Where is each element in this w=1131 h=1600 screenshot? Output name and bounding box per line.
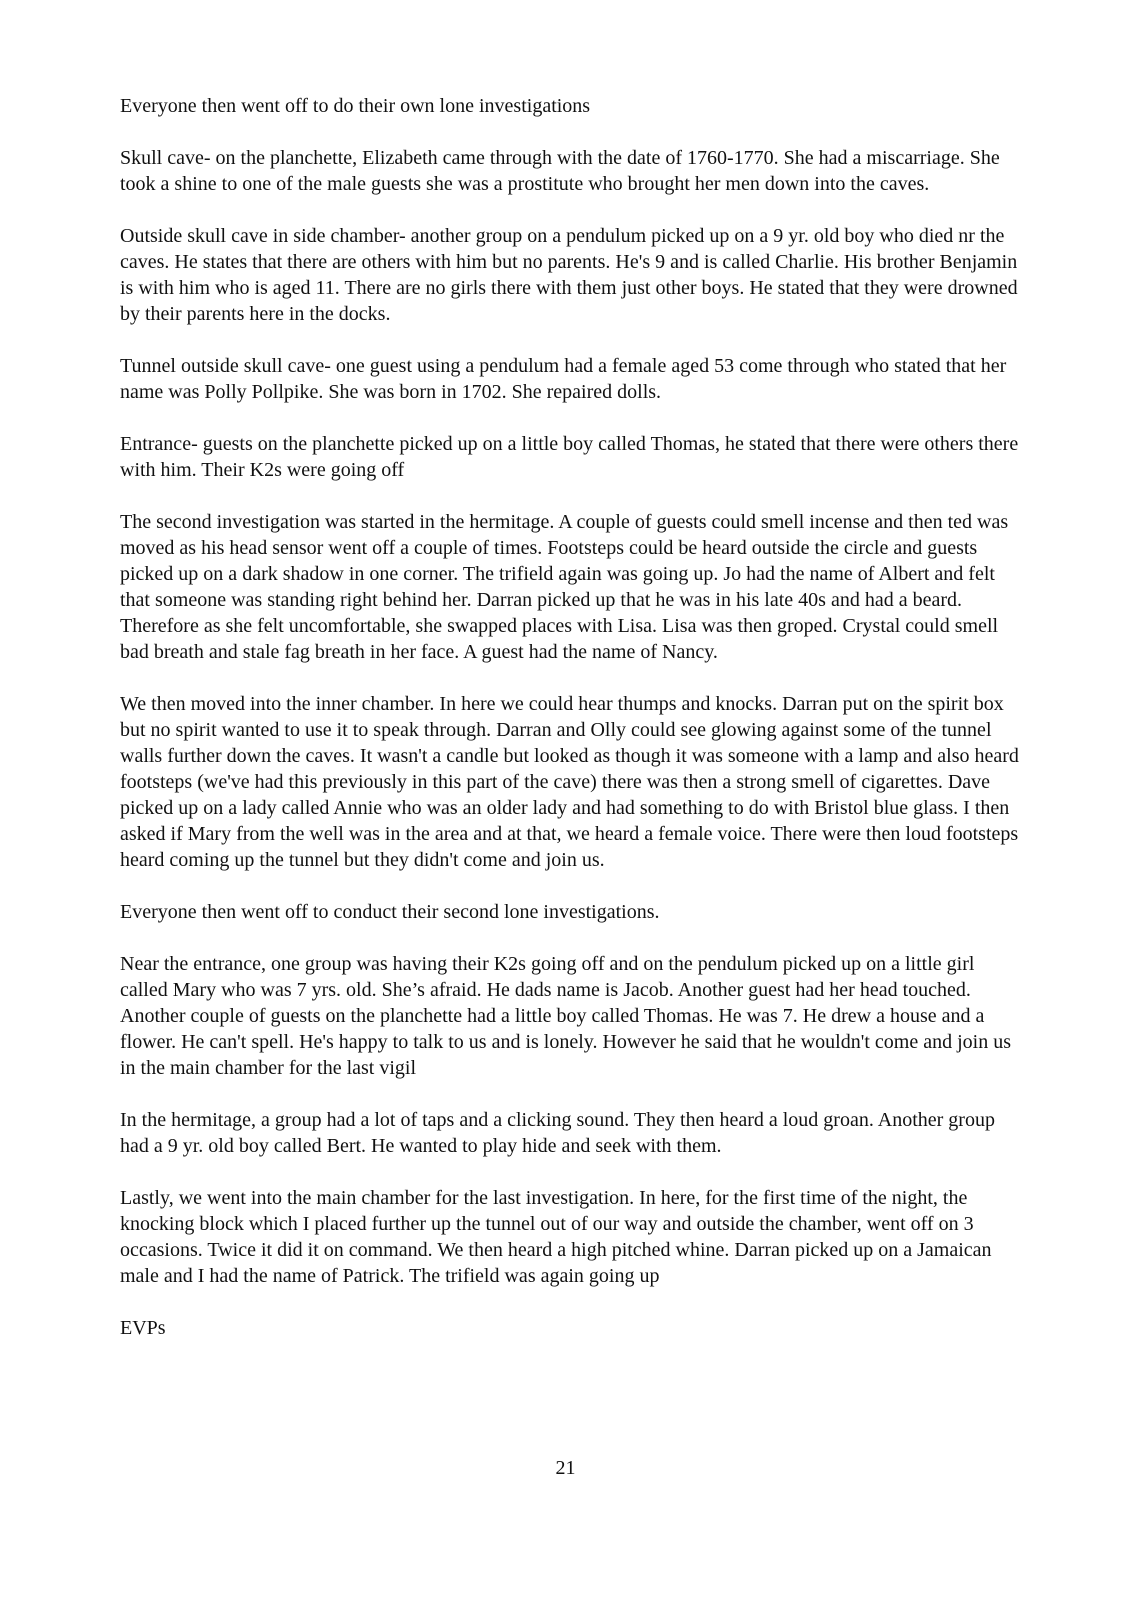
paragraph-second-lone-investigations: Everyone then went off to conduct their second lone investigations. [120,901,660,923]
paragraph-entrance: Entrance- guests on the planchette picked up on a little boy called Thomas, he stated that there were others there with him. Their K2s were going off [120,433,1019,481]
paragraph-inner-chamber: We then moved into the inner chamber. In here we could hear thumps and knocks. Darran put on the spirit box but no spirit wanted to use it to speak through. Darran and Olly could see glowing against some of the tunnel walls further down the caves. It wasn't a candle but looked as though it was someone with a lamp and also heard footsteps (we've had this previously in this part of the cave) there was then a strong smell of cigarettes. Dave picked up on a lady called Annie who was an older lady and had something to do with Bristol blue glass. I then asked if Mary from the well was in the area and at that, we heard a female voice. There were then loud footsteps heard coming up the tunnel but they didn't come and join us. [120,693,1019,871]
paragraph-main-chamber-last-investigation: Lastly, we went into the main chamber for the last investigation. In here, for the first time of the night, the knocking block which I placed further up the tunnel out of our way and outside the chamber, went off on 3 occasions. Twice it did it on command. We then heard a high pitched whine. Darran picked up on a Jamaican male and I had the name of Patrick. The trifield was again going up [120,1187,992,1287]
paragraph-skull-cave: Skull cave- on the planchette, Elizabeth came through with the date of 1760-1770. She had a miscarriage. She took a shine to one of the male guests she was a prostitute who brought her men down into the caves. [120,147,1000,195]
paragraph-lone-investigations: Everyone then went off to do their own lone investigations [120,95,591,117]
document-body [120,93,1020,1367]
paragraph-outside-skull-cave: Outside skull cave in side chamber- another group on a pendulum picked up on a 9 yr. old boy who died nr the caves. He states that there are others with him but no parents. He's 9 and is called Charlie. His brother Benjamin is with him who is aged 11. There are no girls there with them just other boys. He stated that they were drowned by their parents here in the docks. [120,225,1018,325]
paragraph-tunnel-outside-skull-cave: Tunnel outside skull cave- one guest using a pendulum had a female aged 53 come through who stated that her name was Polly Pollpike. She was born in 1702. She repaired dolls. [120,355,1007,403]
paragraph-near-entrance: Near the entrance, one group was having their K2s going off and on the pendulum picked up on a little girl called Mary who was 7 yrs. old. She’s afraid. He dads name is Jacob. Another guest had her head touched. Another couple of guests on the planchette had a little boy called Thomas. He was 7. He drew a house and a flower. He can't spell. He's happy to talk to us and is lonely. However he said that he wouldn't come and join us in the main chamber for the last vigil [120,953,1011,1079]
paragraph-evps-heading: EVPs [120,1317,166,1339]
page-number: 21 [555,1457,576,1479]
paragraph-second-investigation-hermitage: The second investigation was started in the hermitage. A couple of guests could smell incense and then ted was moved as his head sensor went off a couple of times. Footsteps could be heard outside the circle and guests picked up on a dark shadow in one corner. The trifield again was going up. Jo had the name of Albert and felt that someone was standing right behind her. Darran picked up that he was in his late 40s and had a beard. Therefore as she felt uncomfortable, she swapped places with Lisa. Lisa was then groped. Crystal could smell bad breath and stale fag breath in her face. A guest had the name of Nancy. [120,511,1009,663]
paragraph-hermitage-group: In the hermitage, a group had a lot of taps and a clicking sound. They then heard a loud groan. Another group had a 9 yr. old boy called Bert. He wanted to play hide and seek with them. [120,1109,995,1157]
